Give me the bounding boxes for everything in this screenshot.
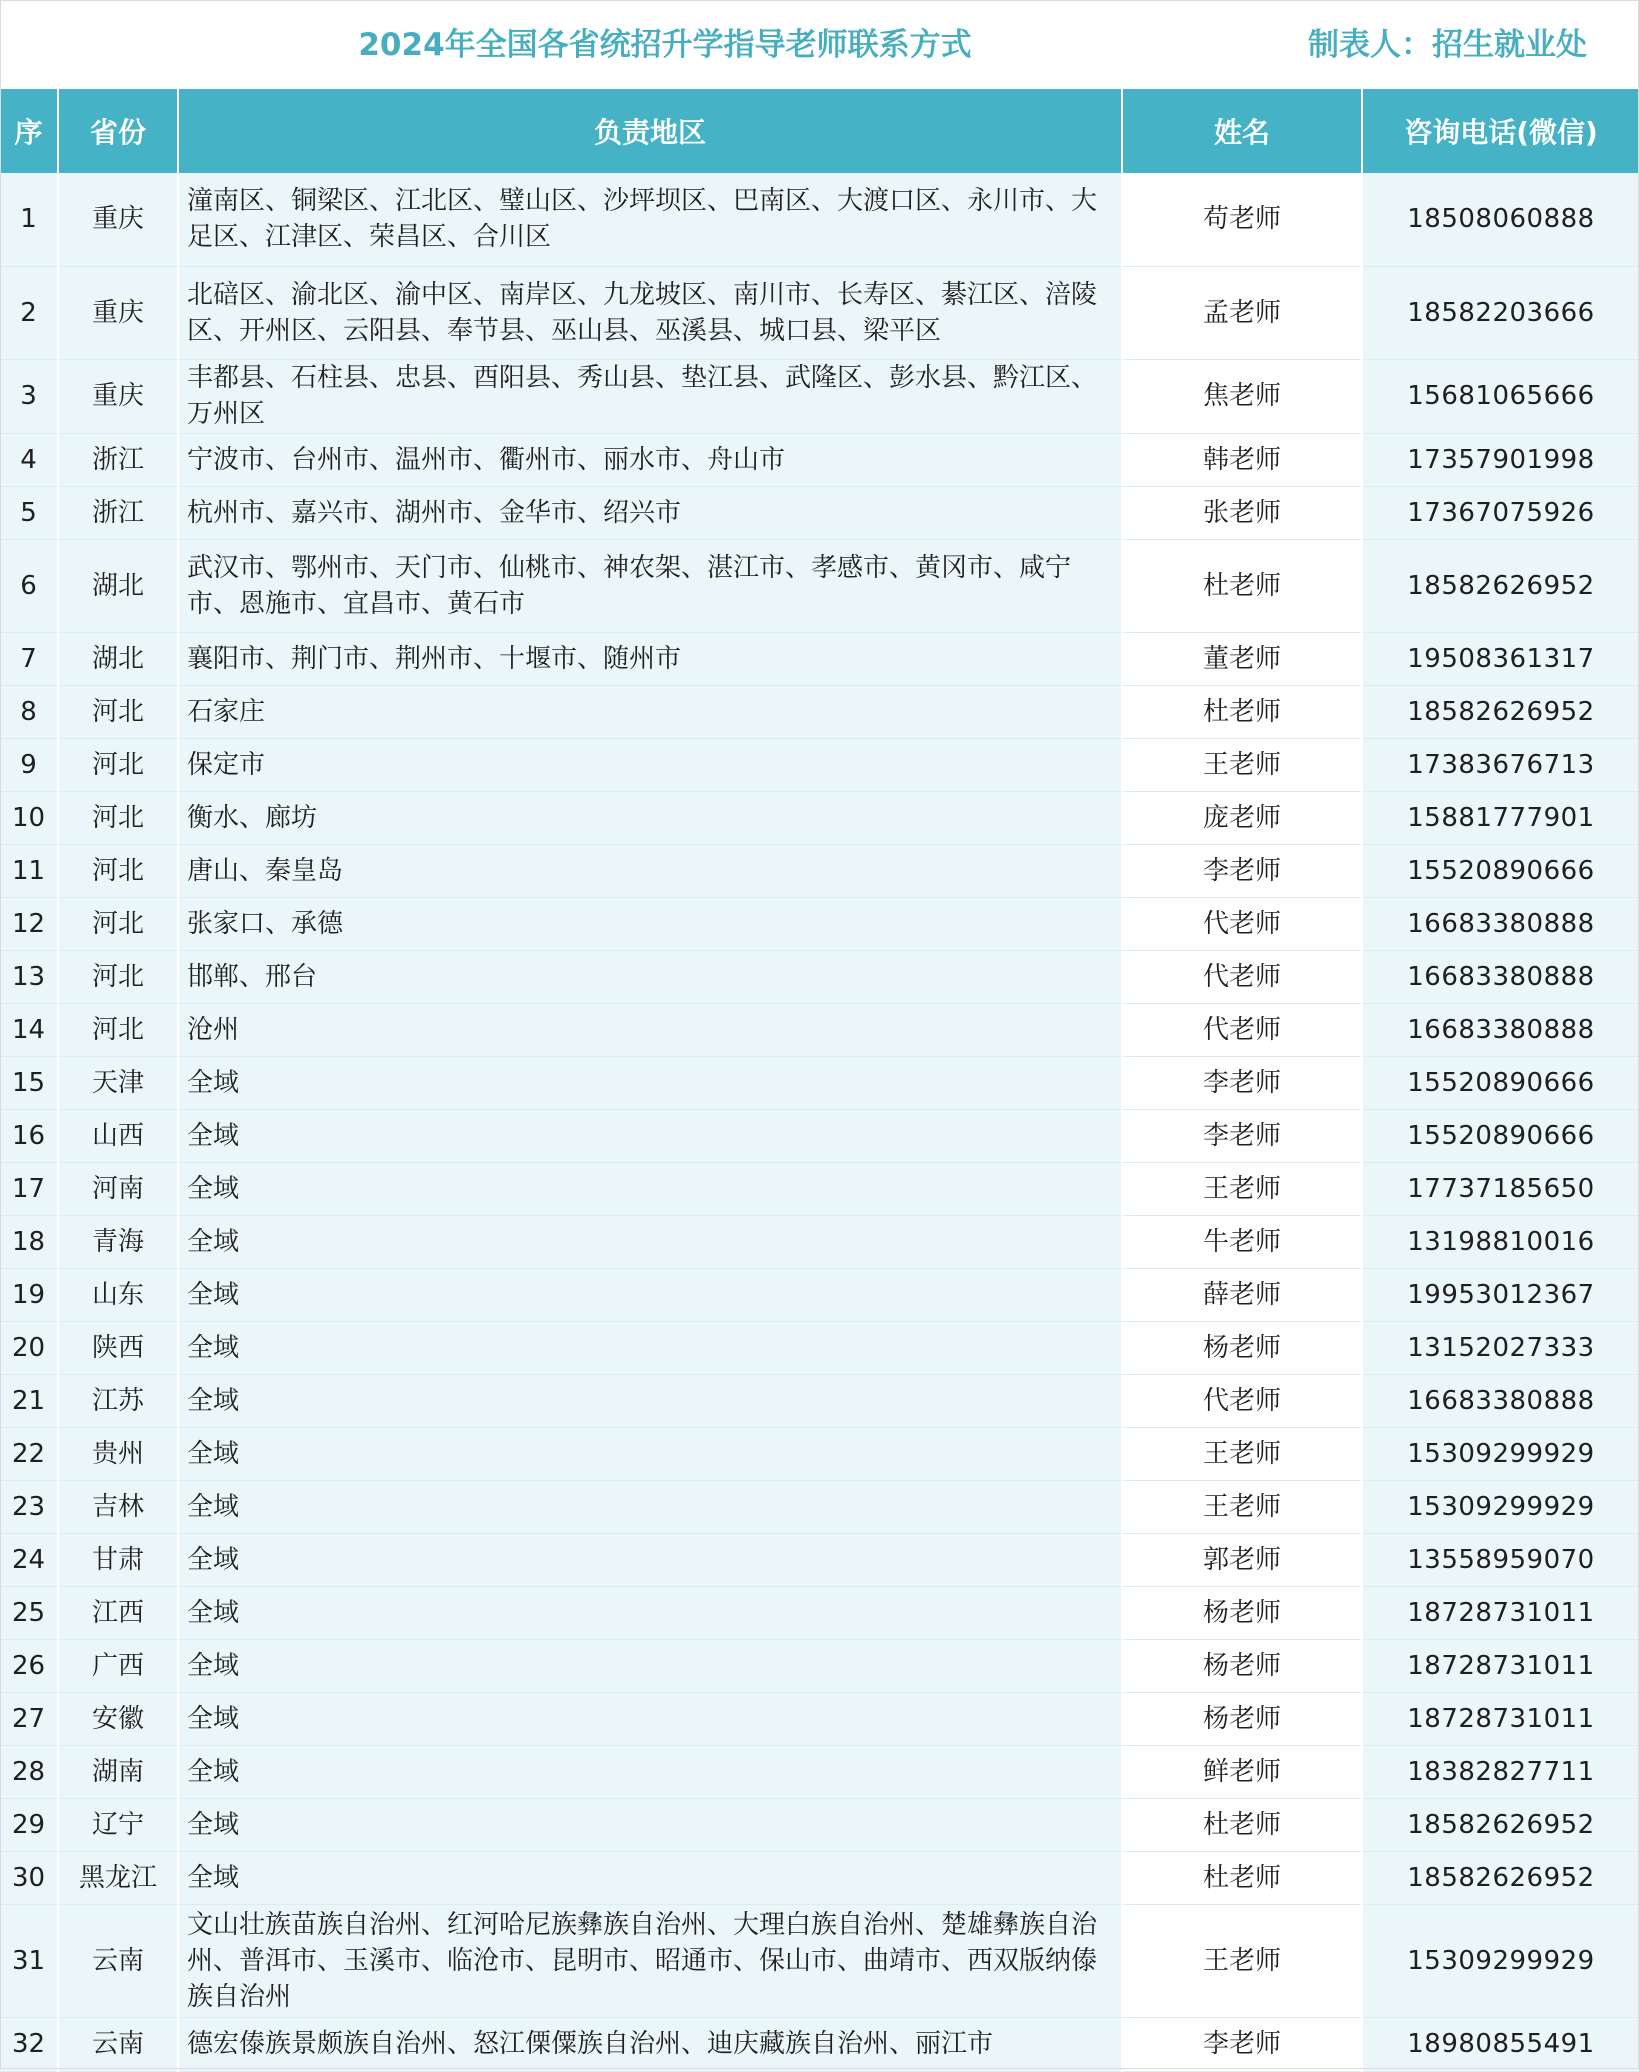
row-no: 21 <box>0 1374 58 1427</box>
row-teacher-name: 李老师 <box>1122 1109 1362 1162</box>
row-region: 潼南区、铜梁区、江北区、璧山区、沙坪坝区、巴南区、大渡口区、永川市、大足区、江津区、荣昌区、合川区 <box>178 173 1122 266</box>
row-province: 云南 <box>58 2017 178 2071</box>
table-row <box>0 2017 1639 2071</box>
row-region: 保定市 <box>178 738 1122 791</box>
row-region: 德宏傣族景颇族自治州、怒江傈僳族自治州、迪庆藏族自治州、丽江市 <box>178 2017 1122 2071</box>
row-region: 全域 <box>178 1268 1122 1321</box>
row-phone[interactable]: 16683380888 <box>1362 897 1639 950</box>
row-province: 浙江 <box>58 433 178 486</box>
table-row <box>0 1745 1639 1798</box>
row-region: 武汉市、鄂州市、天门市、仙桃市、神农架、湛江市、孝感市、黄冈市、咸宁市、恩施市、宜昌市、黄石市 <box>178 539 1122 632</box>
row-phone[interactable]: 18382827711 <box>1362 1745 1639 1798</box>
row-teacher-name: 薛老师 <box>1122 1268 1362 1321</box>
row-no: 10 <box>0 791 58 844</box>
row-region: 全域 <box>178 1056 1122 1109</box>
table-row <box>0 844 1639 897</box>
row-teacher-name: 庞老师 <box>1122 791 1362 844</box>
table-row <box>0 738 1639 791</box>
row-no: 23 <box>0 1480 58 1533</box>
table-maker-label: 制表人：招生就业处 <box>1308 27 1587 63</box>
table-row <box>0 1851 1639 1904</box>
row-no: 25 <box>0 1586 58 1639</box>
row-province: 甘肃 <box>58 1533 178 1586</box>
table-row <box>0 1109 1639 1162</box>
row-no: 4 <box>0 433 58 486</box>
row-no: 16 <box>0 1109 58 1162</box>
row-region: 全域 <box>178 1215 1122 1268</box>
table-row <box>0 539 1639 632</box>
table-row <box>0 897 1639 950</box>
row-phone[interactable]: 13152027333 <box>1362 1321 1639 1374</box>
row-province: 河北 <box>58 844 178 897</box>
table-row <box>0 359 1639 433</box>
row-region: 全域 <box>178 1745 1122 1798</box>
row-phone[interactable]: 18582626952 <box>1362 685 1639 738</box>
table-row <box>0 1374 1639 1427</box>
row-phone[interactable]: 15520890666 <box>1362 844 1639 897</box>
table-row <box>0 1904 1639 2017</box>
row-region: 邯郸、邢台 <box>178 950 1122 1003</box>
row-no: 18 <box>0 1215 58 1268</box>
row-phone[interactable]: 18728731011 <box>1362 1639 1639 1692</box>
row-teacher-name: 张老师 <box>1122 486 1362 539</box>
row-region: 全域 <box>178 1586 1122 1639</box>
table-row <box>0 1321 1639 1374</box>
row-phone[interactable]: 18980855491 <box>1362 2017 1639 2071</box>
row-teacher-name: 代老师 <box>1122 950 1362 1003</box>
row-region: 全域 <box>178 1692 1122 1745</box>
row-teacher-name: 代老师 <box>1122 1003 1362 1056</box>
row-phone[interactable]: 15309299929 <box>1362 1904 1639 2017</box>
row-teacher-name: 代老师 <box>1122 1374 1362 1427</box>
row-province: 江西 <box>58 1586 178 1639</box>
row-province: 江苏 <box>58 1374 178 1427</box>
row-region: 全域 <box>178 1374 1122 1427</box>
row-no: 31 <box>0 1904 58 2017</box>
row-region: 全域 <box>178 1321 1122 1374</box>
table-header-row <box>0 89 1639 173</box>
row-province: 辽宁 <box>58 1798 178 1851</box>
row-phone[interactable]: 13558959070 <box>1362 1533 1639 1586</box>
row-phone[interactable]: 16683380888 <box>1362 1003 1639 1056</box>
row-teacher-name: 董老师 <box>1122 632 1362 685</box>
row-region: 全域 <box>178 1533 1122 1586</box>
row-phone[interactable]: 15309299929 <box>1362 1427 1639 1480</box>
table-row <box>0 173 1639 266</box>
row-teacher-name: 杨老师 <box>1122 1639 1362 1692</box>
row-region: 全域 <box>178 1162 1122 1215</box>
row-region: 张家口、承德 <box>178 897 1122 950</box>
row-teacher-name: 杨老师 <box>1122 1321 1362 1374</box>
row-phone[interactable]: 19953012367 <box>1362 1268 1639 1321</box>
row-province: 湖北 <box>58 539 178 632</box>
row-phone[interactable]: 17367075926 <box>1362 486 1639 539</box>
row-no: 26 <box>0 1639 58 1692</box>
row-province: 河北 <box>58 685 178 738</box>
row-no: 12 <box>0 897 58 950</box>
row-province: 重庆 <box>58 173 178 266</box>
table-row <box>0 1639 1639 1692</box>
row-province: 浙江 <box>58 486 178 539</box>
row-region: 唐山、秦皇岛 <box>178 844 1122 897</box>
row-no: 6 <box>0 539 58 632</box>
row-region: 衡水、廊坊 <box>178 791 1122 844</box>
row-province: 河北 <box>58 1003 178 1056</box>
row-no: 11 <box>0 844 58 897</box>
row-province: 黑龙江 <box>58 1851 178 1904</box>
row-phone[interactable]: 15520890666 <box>1362 1056 1639 1109</box>
row-teacher-name: 杜老师 <box>1122 685 1362 738</box>
table-row <box>0 1056 1639 1109</box>
row-phone[interactable]: 15881777901 <box>1362 791 1639 844</box>
row-province: 湖北 <box>58 632 178 685</box>
row-no: 7 <box>0 632 58 685</box>
row-no: 19 <box>0 1268 58 1321</box>
column-header-phone: 咨询电话(微信) <box>1362 89 1639 173</box>
title-bar <box>0 0 1639 89</box>
row-teacher-name: 王老师 <box>1122 1162 1362 1215</box>
table-row <box>0 266 1639 359</box>
row-phone[interactable]: 19508361317 <box>1362 632 1639 685</box>
row-province: 河北 <box>58 897 178 950</box>
row-region: 石家庄 <box>178 685 1122 738</box>
row-no: 24 <box>0 1533 58 1586</box>
row-no: 20 <box>0 1321 58 1374</box>
row-phone[interactable]: 18582626952 <box>1362 1851 1639 1904</box>
row-region: 全域 <box>178 1798 1122 1851</box>
row-teacher-name: 李老师 <box>1122 1056 1362 1109</box>
row-no: 5 <box>0 486 58 539</box>
row-teacher-name: 杨老师 <box>1122 1692 1362 1745</box>
row-teacher-name: 王老师 <box>1122 1427 1362 1480</box>
row-no: 2 <box>0 266 58 359</box>
table-row <box>0 791 1639 844</box>
column-header-no: 序 <box>0 89 58 173</box>
row-no: 1 <box>0 173 58 266</box>
row-no: 14 <box>0 1003 58 1056</box>
row-phone[interactable]: 18582626952 <box>1362 539 1639 632</box>
row-teacher-name: 王老师 <box>1122 1904 1362 2017</box>
row-no: 15 <box>0 1056 58 1109</box>
column-header-region: 负责地区 <box>178 89 1122 173</box>
row-phone[interactable]: 15520890666 <box>1362 1109 1639 1162</box>
row-phone[interactable]: 17737185650 <box>1362 1162 1639 1215</box>
row-phone[interactable]: 18728731011 <box>1362 1586 1639 1639</box>
page-title: 2024年全国各省统招升学指导老师联系方式 <box>358 27 972 63</box>
row-teacher-name: 杜老师 <box>1122 1851 1362 1904</box>
column-header-province: 省份 <box>58 89 178 173</box>
row-province: 青海 <box>58 1215 178 1268</box>
table-row <box>0 1215 1639 1268</box>
row-region: 文山壮族苗族自治州、红河哈尼族彝族自治州、大理白族自治州、楚雄彝族自治州、普洱市、玉溪市、临沧市、昆明市、昭通市、保山市、曲靖市、西双版纳傣族自治州 <box>178 1904 1122 2017</box>
row-province: 山西 <box>58 1109 178 1162</box>
row-phone[interactable]: 16683380888 <box>1362 1374 1639 1427</box>
row-province: 贵州 <box>58 1427 178 1480</box>
row-region: 丰都县、石柱县、忠县、酉阳县、秀山县、垫江县、武隆区、彭水县、黔江区、万州区 <box>178 359 1122 433</box>
table-row <box>0 1427 1639 1480</box>
row-teacher-name: 牛老师 <box>1122 1215 1362 1268</box>
row-no: 13 <box>0 950 58 1003</box>
row-region: 全域 <box>178 1109 1122 1162</box>
table-row <box>0 950 1639 1003</box>
row-province: 天津 <box>58 1056 178 1109</box>
row-phone[interactable]: 18582626952 <box>1362 1798 1639 1851</box>
row-teacher-name: 韩老师 <box>1122 433 1362 486</box>
table-row <box>0 1003 1639 1056</box>
row-province: 安徽 <box>58 1692 178 1745</box>
row-no: 22 <box>0 1427 58 1480</box>
row-province: 山东 <box>58 1268 178 1321</box>
row-province: 河南 <box>58 1162 178 1215</box>
row-phone[interactable]: 15309299929 <box>1362 1480 1639 1533</box>
row-no: 27 <box>0 1692 58 1745</box>
row-teacher-name: 李老师 <box>1122 2017 1362 2071</box>
row-teacher-name: 王老师 <box>1122 738 1362 791</box>
table-row <box>0 1798 1639 1851</box>
row-teacher-name: 杨老师 <box>1122 1586 1362 1639</box>
row-teacher-name: 孟老师 <box>1122 266 1362 359</box>
row-phone[interactable]: 15681065666 <box>1362 359 1639 433</box>
row-province: 重庆 <box>58 266 178 359</box>
row-province: 云南 <box>58 1904 178 2017</box>
row-phone[interactable]: 18728731011 <box>1362 1692 1639 1745</box>
row-region: 北碚区、渝北区、渝中区、南岸区、九龙坡区、南川市、长寿区、綦江区、涪陵区、开州区、云阳县、奉节县、巫山县、巫溪县、城口县、梁平区 <box>178 266 1122 359</box>
table-row <box>0 433 1639 486</box>
row-phone[interactable]: 18508060888 <box>1362 173 1639 266</box>
row-teacher-name: 苟老师 <box>1122 173 1362 266</box>
row-region: 全域 <box>178 1427 1122 1480</box>
table-row <box>0 1533 1639 1586</box>
row-teacher-name: 鲜老师 <box>1122 1745 1362 1798</box>
row-region: 宁波市、台州市、温州市、衢州市、丽水市、舟山市 <box>178 433 1122 486</box>
row-teacher-name: 杜老师 <box>1122 1798 1362 1851</box>
table-row <box>0 1162 1639 1215</box>
table-row <box>0 486 1639 539</box>
row-no: 17 <box>0 1162 58 1215</box>
row-no: 30 <box>0 1851 58 1904</box>
row-phone[interactable]: 17357901998 <box>1362 433 1639 486</box>
row-province: 湖南 <box>58 1745 178 1798</box>
row-province: 广西 <box>58 1639 178 1692</box>
row-province: 吉林 <box>58 1480 178 1533</box>
contact-table <box>0 89 1639 2072</box>
column-header-name: 姓名 <box>1122 89 1362 173</box>
row-province: 河北 <box>58 791 178 844</box>
row-teacher-name: 王老师 <box>1122 1480 1362 1533</box>
table-row <box>0 1480 1639 1533</box>
row-teacher-name: 郭老师 <box>1122 1533 1362 1586</box>
row-region: 沧州 <box>178 1003 1122 1056</box>
table-row <box>0 1586 1639 1639</box>
row-teacher-name: 代老师 <box>1122 897 1362 950</box>
row-region: 全域 <box>178 1480 1122 1533</box>
row-teacher-name: 李老师 <box>1122 844 1362 897</box>
row-no: 3 <box>0 359 58 433</box>
row-phone[interactable]: 18582203666 <box>1362 266 1639 359</box>
table-row <box>0 685 1639 738</box>
table-row <box>0 1268 1639 1321</box>
row-teacher-name: 焦老师 <box>1122 359 1362 433</box>
row-province: 河北 <box>58 738 178 791</box>
table-row <box>0 632 1639 685</box>
row-region: 全域 <box>178 1851 1122 1904</box>
row-teacher-name: 杜老师 <box>1122 539 1362 632</box>
row-region: 全域 <box>178 1639 1122 1692</box>
row-phone[interactable]: 16683380888 <box>1362 950 1639 1003</box>
row-region: 襄阳市、荆门市、荆州市、十堰市、随州市 <box>178 632 1122 685</box>
row-no: 28 <box>0 1745 58 1798</box>
row-province: 陕西 <box>58 1321 178 1374</box>
row-no: 29 <box>0 1798 58 1851</box>
row-province: 河北 <box>58 950 178 1003</box>
row-phone[interactable]: 13198810016 <box>1362 1215 1639 1268</box>
row-no: 8 <box>0 685 58 738</box>
row-province: 重庆 <box>58 359 178 433</box>
row-phone[interactable]: 17383676713 <box>1362 738 1639 791</box>
row-no: 9 <box>0 738 58 791</box>
row-no: 32 <box>0 2017 58 2071</box>
row-region: 杭州市、嘉兴市、湖州市、金华市、绍兴市 <box>178 486 1122 539</box>
table-row <box>0 1692 1639 1745</box>
